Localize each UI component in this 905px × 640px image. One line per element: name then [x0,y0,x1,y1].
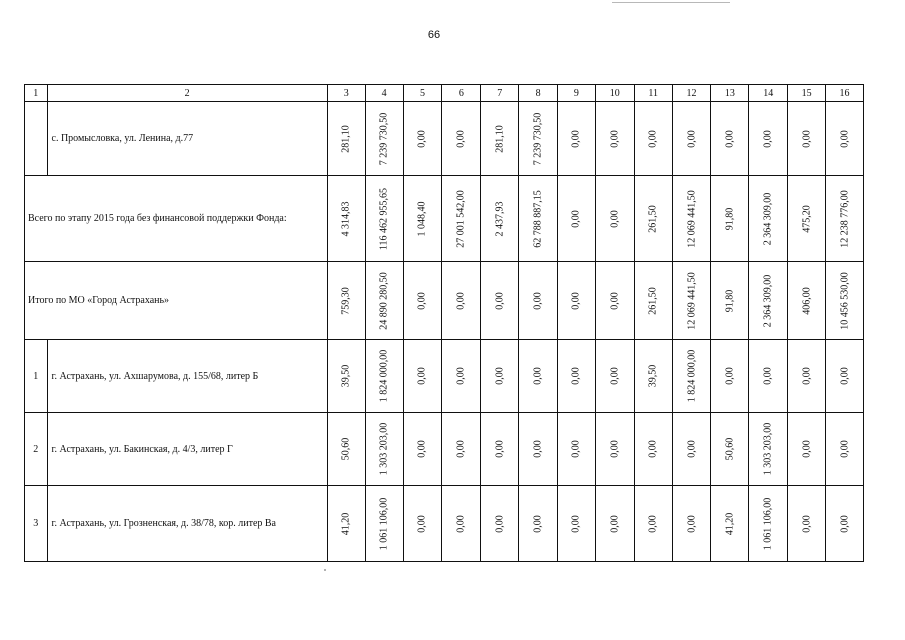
column-header: 13 [711,85,749,102]
value-cell: 0,00 [724,367,736,385]
value-cell: 1 303 203,00 [378,422,390,476]
value-cell: 0,00 [494,367,506,385]
value-cell: 24 890 280,50 [378,271,390,330]
value-cell: 0,00 [686,440,697,458]
column-header: 14 [749,85,788,102]
row-number: 3 [25,486,48,562]
column-header: 2 [47,85,327,102]
value-cell: 4 314,83 [340,201,352,236]
value-cell: 27 001 542,00 [455,189,467,248]
value-cell: 0,00 [609,514,621,533]
value-cell: 0,00 [647,129,659,148]
value-cell: 0,00 [839,514,850,533]
value-cell: 0,00 [570,440,582,458]
value-cell: 0,00 [801,367,813,385]
value-cell: 0,00 [801,129,813,148]
column-header: 7 [481,85,519,102]
column-header: 9 [558,85,596,102]
value-cell: 0,00 [762,129,774,148]
value-cell: 0,00 [609,291,621,310]
value-cell: 0,00 [494,514,506,533]
value-cell: 12 069 441,50 [686,271,697,330]
column-header: 16 [826,85,864,102]
value-cell: 759,30 [340,286,352,315]
value-cell: 10 456 530,00 [839,271,850,330]
value-cell: 0,00 [570,514,582,533]
value-cell: 0,00 [801,514,813,533]
summary-label: Итого по МО «Город Астрахань» [25,262,328,340]
column-header: 15 [788,85,826,102]
value-cell: 7 239 730,50 [378,112,390,165]
value-cell: 1 061 106,00 [762,497,774,550]
value-cell: 0,00 [762,367,774,385]
table-row-total [25,262,864,340]
value-cell: 39,50 [340,364,352,388]
page-number: 66 [427,29,441,41]
row-number [25,102,48,176]
value-cell: 0,00 [724,129,736,148]
table-row [25,486,864,562]
value-cell: 0,00 [416,129,428,148]
value-cell: 0,00 [686,514,697,533]
row-number: 1 [25,340,48,413]
value-cell: 0,00 [839,367,850,385]
value-cell: 91,80 [724,207,736,230]
value-cell: 0,00 [416,367,428,385]
value-cell: 0,00 [801,440,813,458]
value-cell: 116 462 955,65 [378,187,390,250]
value-cell: 0,00 [839,440,850,458]
value-cell: 261,50 [647,204,659,233]
column-header: 4 [365,85,403,102]
value-cell: 0,00 [647,440,659,458]
value-cell: 0,00 [532,367,544,385]
value-cell: 39,50 [647,364,659,388]
address-cell: г. Астрахань, ул. Ахшарумова, д. 155/68, литер Б [47,340,327,413]
value-cell: 0,00 [570,367,582,385]
value-cell: 0,00 [494,440,506,458]
value-cell: 0,00 [686,129,697,148]
table-row [25,102,864,176]
value-cell: 12 069 441,50 [686,189,697,248]
scan-artifact-line [612,2,730,3]
value-cell: 406,00 [801,286,813,315]
value-cell: 0,00 [416,440,428,458]
column-header: 1 [25,85,48,102]
value-cell: 7 239 730,50 [532,112,544,165]
value-cell: 41,20 [340,512,352,535]
column-header: 10 [595,85,634,102]
table-row-total [25,176,864,262]
value-cell: 1 824 000,00 [686,349,697,403]
value-cell: 0,00 [455,129,467,148]
column-header: 12 [672,85,711,102]
value-cell: 281,10 [494,124,506,153]
value-cell: 2 437,93 [494,201,506,236]
table-row [25,340,864,413]
value-cell: 0,00 [455,514,467,533]
address-cell: г. Астрахань, ул. Бакинская, д. 4/3, литер Г [47,413,327,486]
value-cell: 0,00 [609,440,621,458]
value-cell: 0,00 [532,514,544,533]
value-cell: 0,00 [570,209,582,228]
value-cell: 0,00 [455,367,467,385]
value-cell: 0,00 [455,440,467,458]
value-cell: 41,20 [724,512,736,535]
column-header: 11 [634,85,672,102]
row-number: 2 [25,413,48,486]
address-cell: г. Астрахань, ул. Грозненская, д. 38/78, кор. литер Ва [47,486,327,562]
value-cell: 0,00 [609,367,621,385]
column-header: 8 [519,85,558,102]
column-number-row [25,85,864,102]
value-cell: 12 238 776,00 [839,189,850,248]
value-cell: 0,00 [455,291,467,310]
column-header: 6 [442,85,481,102]
value-cell: 91,80 [724,289,736,312]
value-cell: 2 364 309,00 [762,192,774,245]
value-cell: 1 824 000,00 [378,349,390,403]
value-cell: 1 303 203,00 [762,422,774,476]
value-cell: 0,00 [570,291,582,310]
value-cell: 475,20 [801,204,813,233]
value-cell: 281,10 [340,124,352,153]
value-cell: 1 061 106,00 [378,497,390,550]
value-cell: 0,00 [494,291,506,310]
value-cell: 0,00 [416,514,428,533]
value-cell: 0,00 [609,129,621,148]
summary-label: Всего по этапу 2015 года без финансовой поддержки Фонда: [25,176,328,262]
value-cell: 0,00 [570,129,582,148]
value-cell: 62 788 887,15 [532,189,544,248]
value-cell: 2 364 309,00 [762,274,774,327]
value-cell: 261,50 [647,286,659,315]
value-cell: 0,00 [532,291,544,310]
scan-speck [324,569,326,571]
value-cell: 50,60 [724,437,736,461]
value-cell: 0,00 [647,514,659,533]
value-cell: 0,00 [416,291,428,310]
address-cell: с. Промысловка, ул. Ленина, д.77 [47,102,327,176]
value-cell: 0,00 [839,129,850,148]
value-cell: 0,00 [609,209,621,228]
housing-program-table [24,84,864,562]
value-cell: 1 048,40 [416,201,428,236]
value-cell: 0,00 [532,440,544,458]
table-row [25,413,864,486]
value-cell: 50,60 [340,437,352,461]
column-header: 3 [327,85,365,102]
column-header: 5 [403,85,442,102]
